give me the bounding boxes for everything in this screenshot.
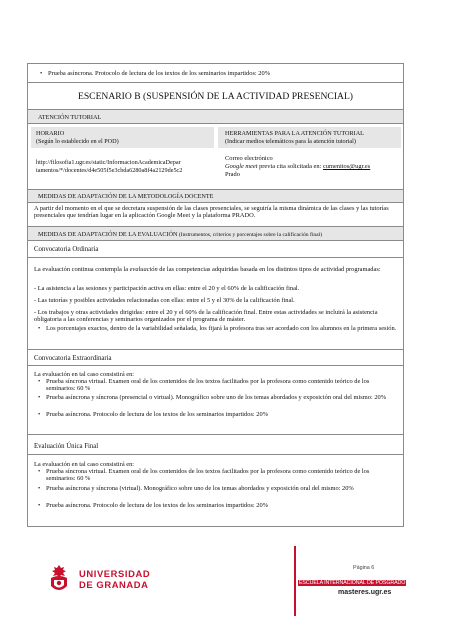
- page-number: Página 6: [353, 565, 375, 571]
- unica-body: [27, 455, 404, 527]
- unica-bullet-1: • Prueba síncrona virtual. Examen oral de los contenidos de los textos facilitados por la profesora como contenido teórico de los seminarios: 60 %: [46, 468, 398, 483]
- extraordinaria-bullet-1: • Prueba síncrona virtual. Examen oral de los contenidos de los textos facilitados por la profesora como contenido teórico de los seminarios: 60 %: [46, 378, 398, 393]
- medidas-evaluacion-title: MEDIDAS DE ADAPTACIÓN DE LA EVALUACIÓN: [38, 231, 178, 238]
- atencion-tutorial-label: ATENCIÓN TUTORIAL: [38, 114, 102, 121]
- escenario-title-box: [27, 83, 404, 110]
- extraordinaria-title: Convocatoria Extraordinaria: [34, 355, 112, 362]
- tutorial-details-box: [27, 124, 404, 190]
- medidas-evaluacion-header: [27, 227, 404, 241]
- herramientas-line-1: Correo electrónico: [225, 155, 273, 162]
- horario-link-2[interactable]: tamentos/*/docentes/d4e505f5e3cbda6280a8f4a2129de5c2: [36, 167, 183, 174]
- medidas-metodologia-text: A partir del momento en el que se decretara suspensión de las clases presenciales, se seguiría la misma dinámica de las clases y las tutorías presenciales que tendrían lugar en la aplicación Google Meet y la plataforma PRADO.: [34, 205, 389, 220]
- unica-title: Evaluación Única Final: [34, 443, 99, 450]
- footer: [0, 555, 450, 636]
- ordinaria-item-2: - Las tutorías y posibles actividades relacionadas con ellas: entre el 5 y el 30% de la calificación final.: [34, 297, 295, 304]
- unica-bullet-2: • Prueba asíncrona y síncrona (virtual). Monográfico sobre uno de los temas abordados y exposición oral del mismo: 20%: [46, 485, 398, 492]
- extraordinaria-body: [27, 366, 404, 435]
- ordinaria-title: Convocatoria Ordinaria: [34, 246, 99, 253]
- medidas-evaluacion-subtitle: (Instrumentos, criterios y porcentajes sobre la calificación final): [177, 232, 323, 238]
- medidas-metodologia-header: [27, 190, 404, 203]
- masteres-url[interactable]: masteres.ugr.es: [338, 589, 392, 596]
- extraordinaria-bullet-3: • Prueba asíncrona. Protocolo de lectura de los textos de los seminarios impartidos: 20%: [46, 411, 398, 418]
- ordinaria-item-1: - La asistencia a las sesiones y participación activa en ellas: entre el 20 y el 60% de la calificación final.: [34, 285, 300, 292]
- herramientas-line-2: [225, 163, 370, 170]
- herramientas-line-2-rest: previa cita solicitada en:: [257, 163, 323, 170]
- medidas-metodologia-body: [27, 203, 404, 227]
- horario-subtitle: (Según lo establecido en el POD): [36, 138, 119, 145]
- ordinaria-bullet: • Los porcentajes exactos, dentro de la variabilidad señalada, los fijará la profesora tras ser acordado con los alumnos en la primera sesión.: [46, 325, 398, 332]
- unica-bullet-3: • Prueba asíncrona. Protocolo de lectura de los textos de los seminarios impartidos: 20%: [46, 502, 398, 509]
- unica-intro: La evaluación en tal caso consistirá en:: [34, 461, 135, 468]
- ordinaria-intro: [34, 266, 400, 273]
- extraordinaria-bullet-2: • Prueba asíncrona y síncrona (presencial o virtual). Monográfico sobre uno de los temas abordados y exposición oral del mismo: 20%: [46, 394, 398, 401]
- medidas-metodologia-title: MEDIDAS DE ADAPTACIÓN DE LA METODOLOGÍA DOCENTE: [38, 193, 214, 200]
- university-crest-icon: [46, 564, 72, 594]
- herramientas-subtitle: (Indicar medios telemáticos para la atención tutorial): [225, 138, 356, 145]
- top-bullet-text: • Prueba asíncrona. Protocolo de lectura de los textos de los seminarios impartidos: 20%: [48, 70, 270, 77]
- horario-link-1[interactable]: http://filosofia1.ugr.es/static/InformacionAcademicaDepar: [36, 159, 181, 166]
- footer-red-bar: [294, 546, 296, 616]
- ordinaria-intro-italic: evaluación: [129, 266, 158, 273]
- escenario-title: ESCENARIO B (SUSPENSIÓN DE LA ACTIVIDAD PRESENCIAL): [77, 91, 354, 102]
- herramientas-title: HERRAMIENTAS PARA LA ATENCIÓN TUTORIAL: [225, 130, 364, 137]
- ordinaria-intro-a: La evaluación continua contempla la: [34, 266, 130, 273]
- extraordinaria-intro: La evaluación en tal caso consistirá en:: [34, 371, 135, 378]
- ordinaria-body: [27, 258, 404, 350]
- extraordinaria-header: [27, 350, 404, 366]
- university-name-line2: DE GRANADA: [79, 579, 149, 590]
- ordinaria-header: [27, 241, 404, 258]
- atencion-tutorial-header: [27, 110, 404, 124]
- horario-title: HORARIO: [36, 130, 65, 137]
- university-name-line1: UNIVERSIDAD: [79, 568, 151, 579]
- escuela-label: ESCUELA INTERNACIONAL DE POSGRADO: [299, 580, 406, 586]
- herramientas-line-3: Prado: [225, 171, 240, 178]
- ordinaria-item-3: - Los trabajos y otras actividades dirigidas: entre el 20 y el 60% de la calificación final. Entre estas actividades se incluirá la asistencia obligatoria a las conferencias y seminarios organizados por el programa de máster.: [34, 309, 378, 324]
- medidas-evaluacion-line: [38, 231, 322, 239]
- google-meet-label: Google meet: [225, 163, 258, 170]
- top-bullet-box: [27, 63, 404, 83]
- ordinaria-intro-b: de las competencias adquiridas basada en los distintos tipos de actividad programadas:: [157, 266, 381, 273]
- contact-email-link[interactable]: cumenitos@ugr.es: [322, 163, 371, 170]
- unica-header: [27, 435, 404, 455]
